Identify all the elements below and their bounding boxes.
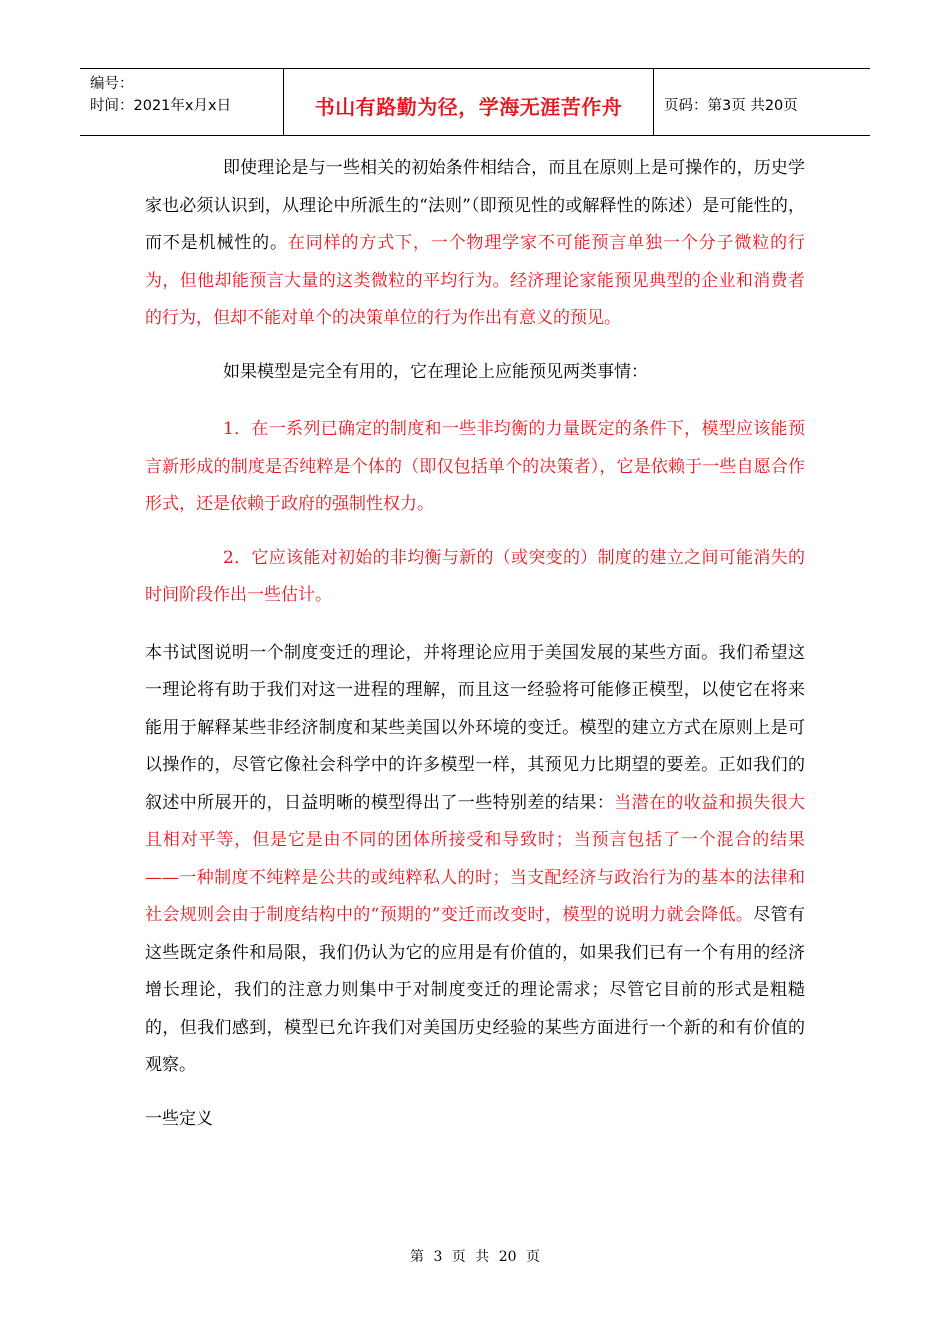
- document-body: [145, 150, 805, 1138]
- paragraph-5-text-b: 尽管有这些既定条件和局限，我们仍认为它的应用是有价值的，如果我们已有一个有用的经济增长理论，我们的注意力则集中于对制度变迁的理论需求；尽管它目前的形式是粗糙的，但我们感到，模型已允许我们对美国历史经验的某些方面进行一个新的和有价值的观察。: [145, 905, 805, 1075]
- header-motto-cell: [284, 69, 654, 135]
- header-page-info: 页码：第3页 共20页: [664, 97, 798, 114]
- paragraph-1: [145, 150, 805, 338]
- paragraph-5: [145, 635, 805, 1085]
- header-motto: 书山有路勤为径，学海无涯苦作舟: [314, 94, 623, 119]
- document-header: [80, 68, 870, 136]
- list-item-2: 2．它应该能对初始的非均衡与新的（或突变的）制度的建立之间可能消失的时间阶段作出一些估计。: [145, 547, 805, 605]
- paragraph-1-highlight: 在同样的方式下，一个物理学家不可能预言单独一个分子微粒的行为，但他却能预言大量的这类微粒的平均行为。经济理论家能预见典型的企业和消费者的行为，但却不能对单个的决策单位的行为作出有意义的预见。: [145, 233, 806, 328]
- header-meta-cell: [80, 69, 284, 135]
- document-number-label: 编号：: [90, 76, 134, 92]
- paragraph-2: 如果模型是完全有用的，它在理论上应能预见两类事情：: [223, 361, 648, 382]
- list-item-1: 1．在一系列已确定的制度和一些非均衡的力量既定的条件下，模型应该能预言新形成的制度是否纯粹是个体的（即仅包括单个的决策者），它是依赖于一些自愿合作形式，还是依赖于政府的强制性权力。: [145, 419, 805, 514]
- paragraph-5-text-a: 本书试图说明一个制度变迁的理论，并将理论应用于美国发展的某些方面。我们希望这一理论将有助于我们对这一进程的理解，而且这一经验将可能修正模型，以使它在将来能用于解释某些非经济制度和某些美国以外环境的变迁。模型的建立方式在原则上是可以操作的，尽管它像社会科学中的许多模型一样，其预见力比期望的要差。正如我们的叙述中所展开的，日益明晰的模型得出了一些特别差的结果：: [145, 642, 805, 813]
- paragraph-1-text: 即使理论是与一些相关的初始条件相结合，而且在原则上是可操作的，历史学家也必须认识到，从理论中所派生的“法则”（即预见性的或解释性的陈述）是可能性的，而不是机械性的。: [145, 158, 805, 253]
- document-date-label: 时间：2021年x月x日: [90, 98, 232, 114]
- page-footer: 第 3 页 共 20 页: [410, 1249, 540, 1265]
- section-heading-definitions: 一些定义: [145, 1108, 213, 1129]
- header-page-cell: [654, 69, 870, 135]
- paragraph-5-highlight: 当潜在的收益和损失很大且相对平等，但是它是由不同的团体所接受和导致时；当预言包括了一个混合的结果——一种制度不纯粹是公共的或纯粹私人的时；当支配经济与政治行为的基本的法律和社会规则会由于制度结构中的“预期的”变迁而改变时，模型的说明力就会降低。: [145, 792, 806, 925]
